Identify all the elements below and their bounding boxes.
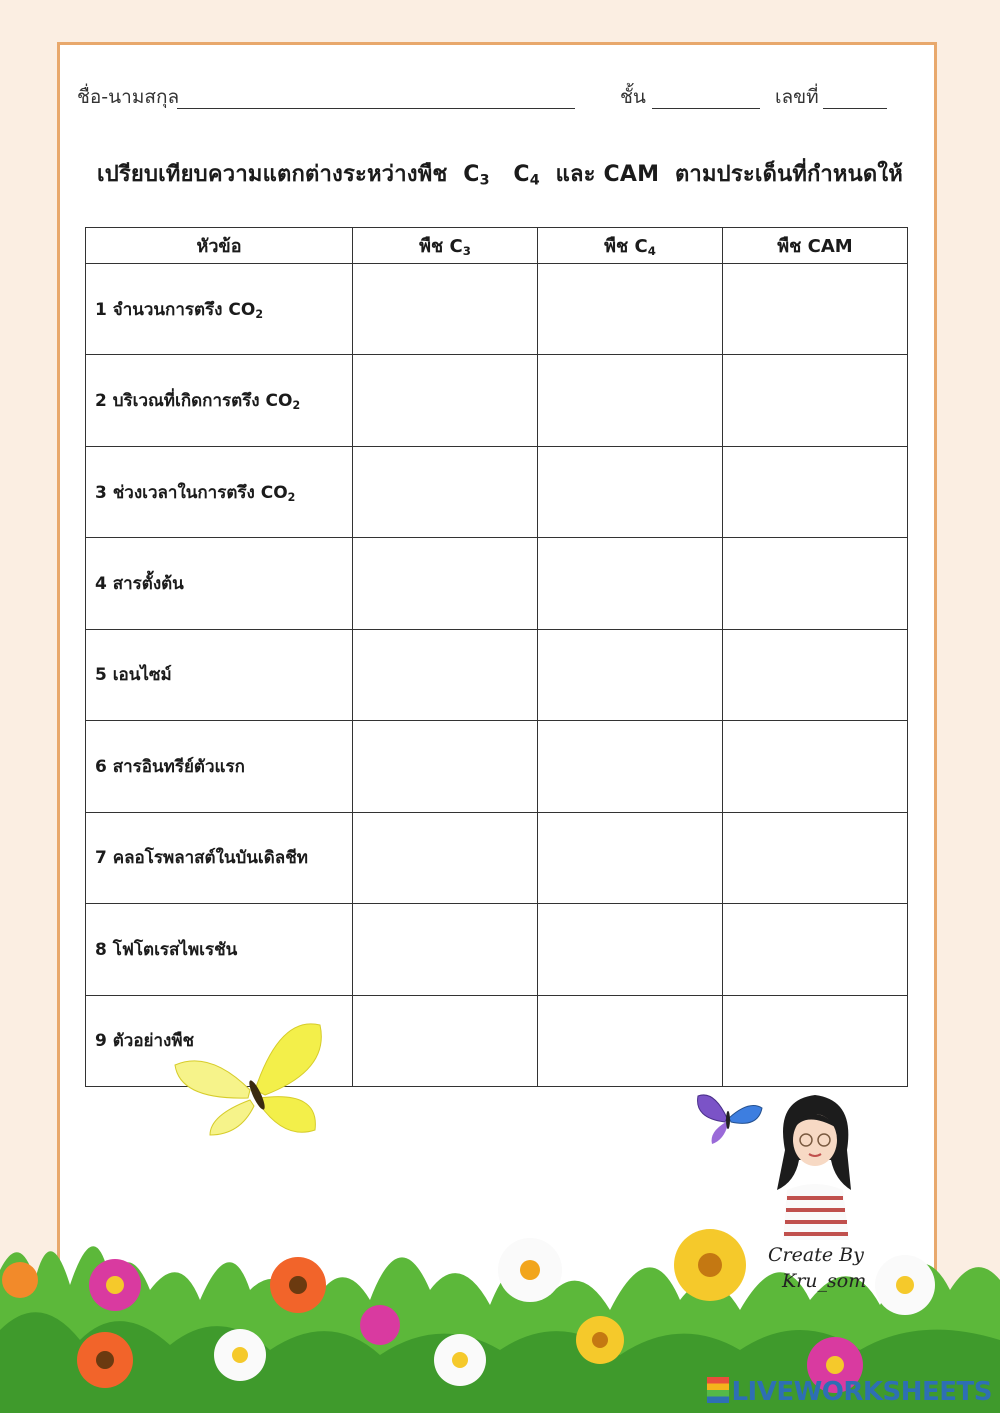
answer-cell-c3[interactable] bbox=[353, 264, 538, 355]
header-c4-plant: พืช $C_4$ bbox=[538, 228, 723, 264]
answer-cell-c4[interactable] bbox=[538, 629, 723, 720]
answer-cell-cam[interactable] bbox=[723, 904, 908, 995]
table-row bbox=[86, 812, 908, 903]
answer-cell-c3[interactable] bbox=[353, 904, 538, 995]
avatar bbox=[765, 1090, 865, 1240]
answer-cell-c4[interactable] bbox=[538, 721, 723, 812]
answer-cell-c4[interactable] bbox=[538, 538, 723, 629]
number-field[interactable] bbox=[823, 108, 887, 109]
answer-cell-c3[interactable] bbox=[353, 995, 538, 1087]
watermark: LIVEWORKSHEETS bbox=[707, 1377, 992, 1407]
header-c3-plant: พืช $C_3$ bbox=[353, 228, 538, 264]
answer-cell-cam[interactable] bbox=[723, 995, 908, 1087]
row-topic-label: 9 ตัวอย่างพืช bbox=[86, 995, 353, 1087]
table-row bbox=[86, 904, 908, 995]
row-topic-label: 2 บริเวณที่เกิดการตรึง $CO_2$ bbox=[86, 355, 353, 446]
table-row bbox=[86, 629, 908, 720]
row-topic-label: 1 จำนวนการตรึง $CO_2$ bbox=[86, 264, 353, 355]
row-topic-label: 6 สารอินทรีย์ตัวแรก bbox=[86, 721, 353, 812]
table-row bbox=[86, 355, 908, 446]
butterfly-icon bbox=[170, 1020, 330, 1140]
answer-cell-c3[interactable] bbox=[353, 355, 538, 446]
answer-cell-c4[interactable] bbox=[538, 355, 723, 446]
answer-cell-c4[interactable] bbox=[538, 904, 723, 995]
header-cam-plant: พืช CAM bbox=[723, 228, 908, 264]
credit-text: Create By Kru_som bbox=[768, 1244, 867, 1292]
worksheet-title: เปรียบเทียบความแตกต่างระหว่างพืช $C_3$ $C_4$ และ CAM ตามประเด็นที่กำหนดให้ bbox=[97, 162, 903, 189]
answer-cell-cam[interactable] bbox=[723, 446, 908, 537]
table-row bbox=[86, 721, 908, 812]
comparison-table bbox=[85, 227, 908, 1087]
answer-cell-c4[interactable] bbox=[538, 446, 723, 537]
header-topic: หัวข้อ bbox=[86, 228, 353, 264]
class-label: ชั้น bbox=[620, 86, 646, 108]
answer-cell-cam[interactable] bbox=[723, 355, 908, 446]
answer-cell-cam[interactable] bbox=[723, 538, 908, 629]
table-header-row bbox=[86, 228, 908, 264]
answer-cell-c3[interactable] bbox=[353, 446, 538, 537]
table-row bbox=[86, 264, 908, 355]
student-info-row bbox=[77, 78, 897, 114]
name-label: ชื่อ-นามสกุล bbox=[77, 86, 180, 108]
answer-cell-cam[interactable] bbox=[723, 721, 908, 812]
answer-cell-c3[interactable] bbox=[353, 721, 538, 812]
row-topic-label: 4 สารตั้งต้น bbox=[86, 538, 353, 629]
answer-cell-c4[interactable] bbox=[538, 812, 723, 903]
table-row bbox=[86, 446, 908, 537]
answer-cell-c3[interactable] bbox=[353, 812, 538, 903]
liveworksheets-logo-icon bbox=[707, 1377, 729, 1403]
table-row bbox=[86, 538, 908, 629]
answer-cell-cam[interactable] bbox=[723, 629, 908, 720]
row-topic-label: 7 คลอโรพลาสต์ในบันเดิลชีท bbox=[86, 812, 353, 903]
row-topic-label: 8 โฟโตเรสไพเรชัน bbox=[86, 904, 353, 995]
row-topic-label: 5 เอนไซม์ bbox=[86, 629, 353, 720]
row-topic-label: 3 ช่วงเวลาในการตรึง $CO_2$ bbox=[86, 446, 353, 537]
answer-cell-c4[interactable] bbox=[538, 264, 723, 355]
answer-cell-c3[interactable] bbox=[353, 538, 538, 629]
answer-cell-c3[interactable] bbox=[353, 629, 538, 720]
name-field[interactable] bbox=[177, 108, 575, 109]
class-field[interactable] bbox=[652, 108, 760, 109]
answer-cell-c4[interactable] bbox=[538, 995, 723, 1087]
butterfly-icon bbox=[694, 1090, 764, 1146]
answer-cell-cam[interactable] bbox=[723, 812, 908, 903]
answer-cell-cam[interactable] bbox=[723, 264, 908, 355]
number-label: เลขที่ bbox=[775, 86, 819, 108]
